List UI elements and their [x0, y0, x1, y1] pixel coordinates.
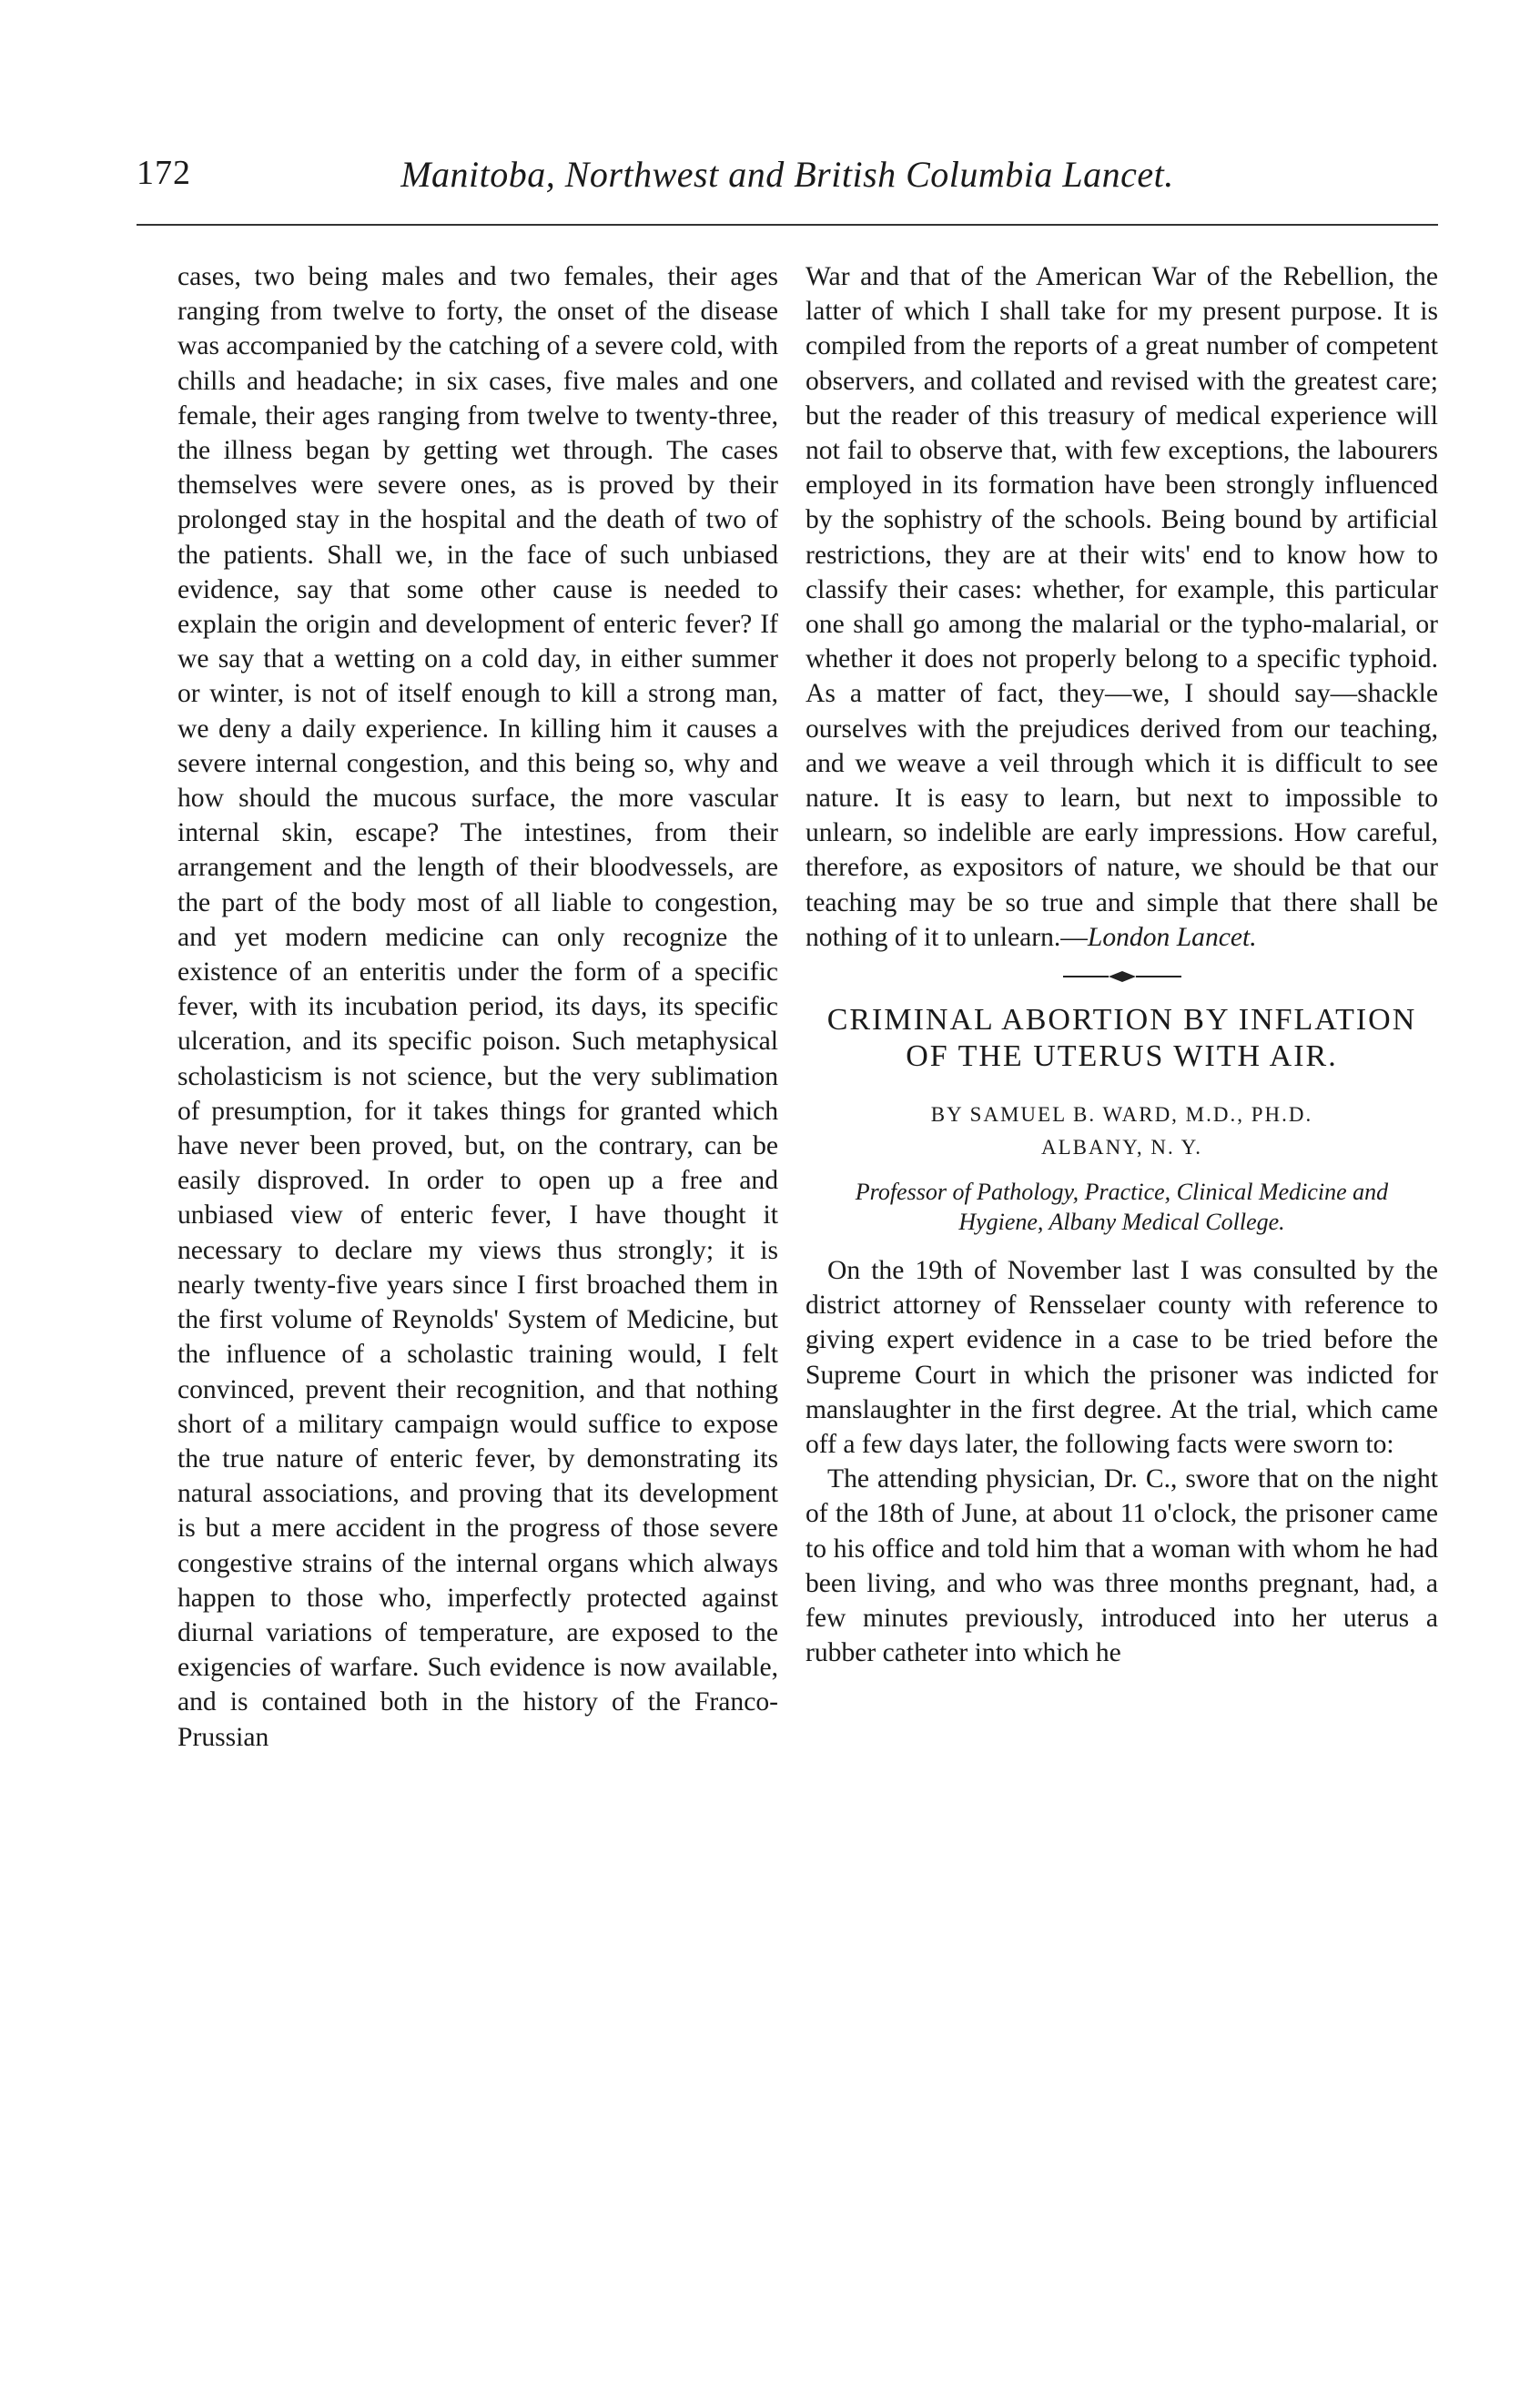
continued-text: War and that of the American War of the Rebellion, the latter of which I shall take for my present purpose. It is compiled from the reports of a great number of competent observers, and collated and revised with the greatest care; but the reader of this treasury of medical experience will not fail to observe that, with few exceptions, the labourers employed in its formation have been strongly influenced by the sophistry of the schools. Being bound by artificial restrictions, they are at their wits' end to know how to classify their cases: whether, for example, this particular one shall go among the malarial or the typho-malarial, or whether it does not properly belong to a specific typhoid. As a matter of fact, they—we, I should say—shackle ourselves with the prejudices derived from our teaching, and we weave a veil through which it is difficult to see nature. It is easy to learn, but next to impossible to unlearn, so indelible are early impressions. How careful, therefore, as expositors of nature, we should be that our teaching may be so true and simple that there shall be nothing of it to unlearn.—	[805, 262, 1438, 952]
article-paragraph: The attending physician, Dr. C., swore that on the night of the 18th of June, at about 11 o'clock, the prisoner came to his office and told him that a woman with whom he had been living, and who was three months pregnant, had, a few minutes previously, introduced into her uterus a rubber catheter into which he	[805, 1464, 1438, 1668]
continued-paragraph	[805, 259, 1438, 955]
author-line: BY SAMUEL B. WARD, M.D., PH.D.	[930, 1103, 1313, 1127]
article-byline	[805, 1099, 1438, 1164]
body-paragraph: cases, two being males and two females, their ages ranging from twelve to forty, the onset of the disease was accompanied by the catching of a severe cold, with chills and headache; in six cases, five males and one female, their ages ranging from twelve to twenty-three, the illness began by getting wet through. The cases themselves were severe ones, as is proved by their prolonged stay in the hospital and the death of two of the patients. Shall we, in the face of such unbiased evidence, say that some other cause is needed to explain the origin and development of enteric fever? If we say that a wetting on a cold day, in either summer or winter, is not of itself enough to kill a strong man, we deny a daily experience. In killing him it causes a severe internal congestion, and this being so, why and how should the mucous surface, the more vascular internal skin, escape? The intestines, from their arrangement and the length of their bloodvessels, are the part of the body most of all liable to congestion, and yet modern medicine can only recognize the existence of an enteritis under the form of a specific fever, with its incubation period, its days, its specific ulceration, and its specific poison. Such metaphysical scholasticism is not science, but the very sublimation of presumption, for it takes things for granted which have never been proved, but, on the contrary, can be easily disproved. In order to open up a free and unbiased view of enteric fever, I have thought it necessary to declare my views thus strongly; it is nearly twenty-five years since I first broached them in the first volume of Reynolds' System of Medicine, but the influence of a scholastic training would, I felt convinced, prevent their recognition, and that nothing short of a military campaign would suffice to expose the true nature of enteric fever, by demonstrating its natural associations, and proving that its development is but a mere accident in the progress of those severe congestive strains of the internal organs which always happen to those who, imperfectly protected against diurnal variations of temperature, are exposed to the exigencies of warfare. Such evidence is now available, and is contained both in the history of the Franco-Prussian	[177, 262, 778, 1752]
right-column	[805, 259, 1438, 2353]
left-column	[177, 259, 778, 2353]
page-header	[137, 144, 1438, 198]
article-title: CRIMINAL ABORTION BY INFLATION OF THE UTERUS WITH AIR.	[826, 1003, 1417, 1074]
author-affiliation: Professor of Pathology, Practice, Clinical Medicine and Hygiene, Albany Medical College.	[855, 1179, 1389, 1236]
source-attribution: London Lancet.	[1087, 922, 1257, 952]
running-title: Manitoba, Northwest and British Columbia Lancet.	[400, 154, 1174, 195]
dash-diamond-ornament-icon	[805, 955, 1438, 998]
page-number: 172	[137, 154, 191, 192]
header-rule	[137, 224, 1438, 226]
article-paragraph: On the 19th of November last I was consulted by the district attorney of Rensselaer county with reference to giving expert evidence in a case to be tried before the Supreme Court in which the prisoner was indicted for manslaughter in the first degree. At the trial, which came off a few days later, the following facts were sworn to:	[805, 1256, 1438, 1460]
author-location: ALBANY, N. Y.	[1040, 1136, 1203, 1159]
